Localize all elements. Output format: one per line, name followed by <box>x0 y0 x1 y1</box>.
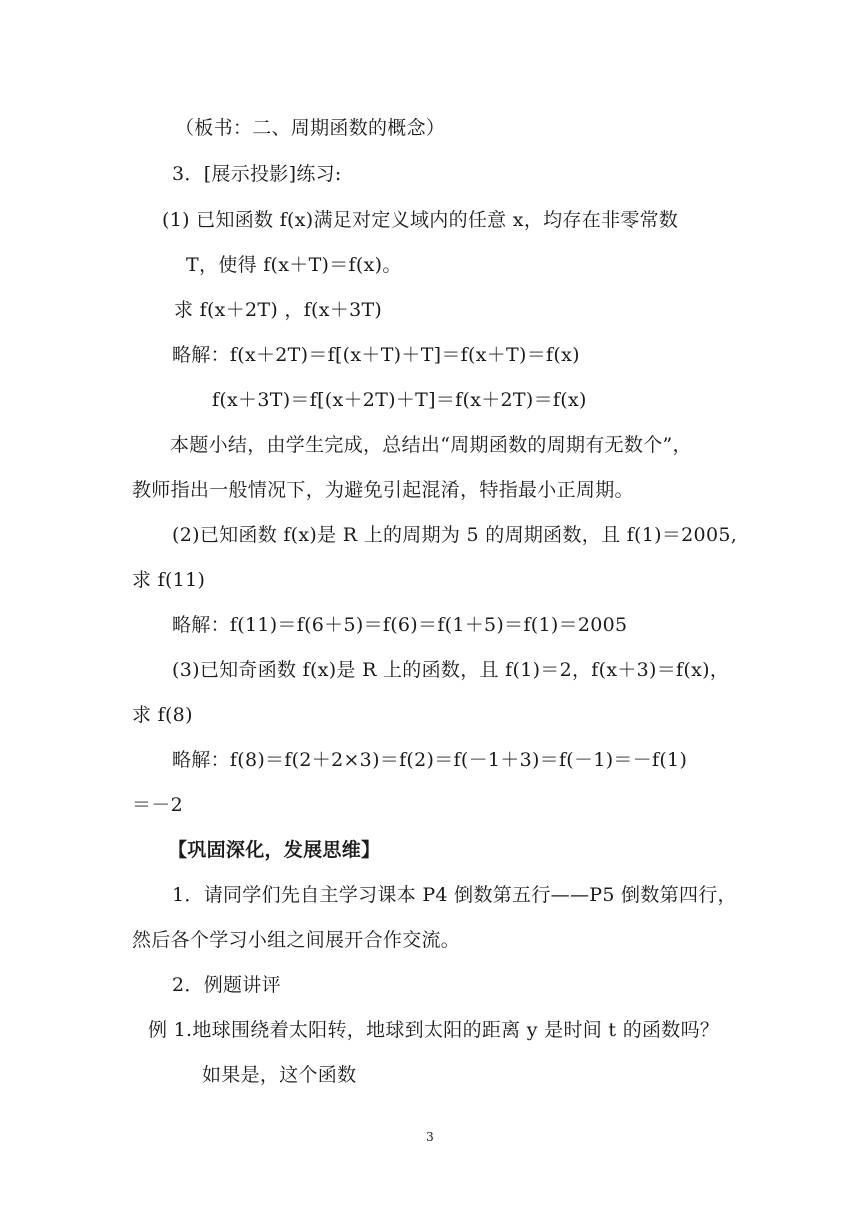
problem-2-line-2: 求 f(11) <box>132 569 206 591</box>
page-number: 3 <box>426 1130 434 1144</box>
problem-2-line-1: (2)已知函数 f(x)是 R 上的周期为 5 的周期函数，且 f(1)＝2005, <box>172 524 738 546</box>
problem-3-line-1: (3)已知奇函数 f(x)是 R 上的函数，且 f(1)＝2，f(x＋3)＝f(x)， <box>172 659 730 681</box>
problem-2-solution: 略解：f(11)＝f(6＋5)＝f(6)＝f(1＋5)＝f(1)＝2005 <box>172 614 628 636</box>
example-1-line-1: 例 1.地球围绕着太阳转，地球到太阳的距离 y 是时间 t 的函数吗？ <box>148 1019 720 1041</box>
summary-line-1: 本题小结，由学生完成，总结出“周期函数的周期有无数个”， <box>170 434 692 456</box>
problem-3-solution-2: ＝－2 <box>132 794 183 816</box>
problem-1-line-2: T，使得 f(x＋T)＝f(x)。 <box>186 254 402 276</box>
board-note: （板书：二、周期函数的概念） <box>175 117 446 139</box>
example-1-line-2: 如果是，这个函数 <box>202 1064 357 1086</box>
problem-1-question: 求 f(x＋2T) ，f(x＋3T) <box>174 299 383 321</box>
problem-1-solution-1: 略解：f(x＋2T)＝f[(x＋T)＋T]＝f(x＋T)＝f(x) <box>172 344 580 366</box>
problem-3-solution-1: 略解：f(8)＝f(2＋2×3)＝f(2)＝f(－1＋3)＝f(－1)＝－f(1) <box>172 749 688 771</box>
section-heading: 【巩固深化，发展思维】 <box>168 839 381 861</box>
problem-1-line-1: (1) 已知函数 f(x)满足对定义域内的任意 x，均存在非零常数 <box>162 209 679 231</box>
exercise-heading: 3．[展示投影]练习: <box>172 163 342 185</box>
summary-line-2: 教师指出一般情况下，为避免引起混淆，特指最小正周期。 <box>132 479 634 501</box>
problem-3-line-2: 求 f(8) <box>132 704 193 726</box>
self-study-line-1: 1．请同学们先自主学习课本 P4 倒数第五行——P5 倒数第四行， <box>172 884 737 906</box>
self-study-line-2: 然后各个学习小组之间展开合作交流。 <box>132 929 461 951</box>
problem-1-solution-2: f(x＋3T)＝f[(x＋2T)＋T]＝f(x＋2T)＝f(x) <box>212 389 587 411</box>
example-heading: 2．例题讲评 <box>172 974 281 996</box>
